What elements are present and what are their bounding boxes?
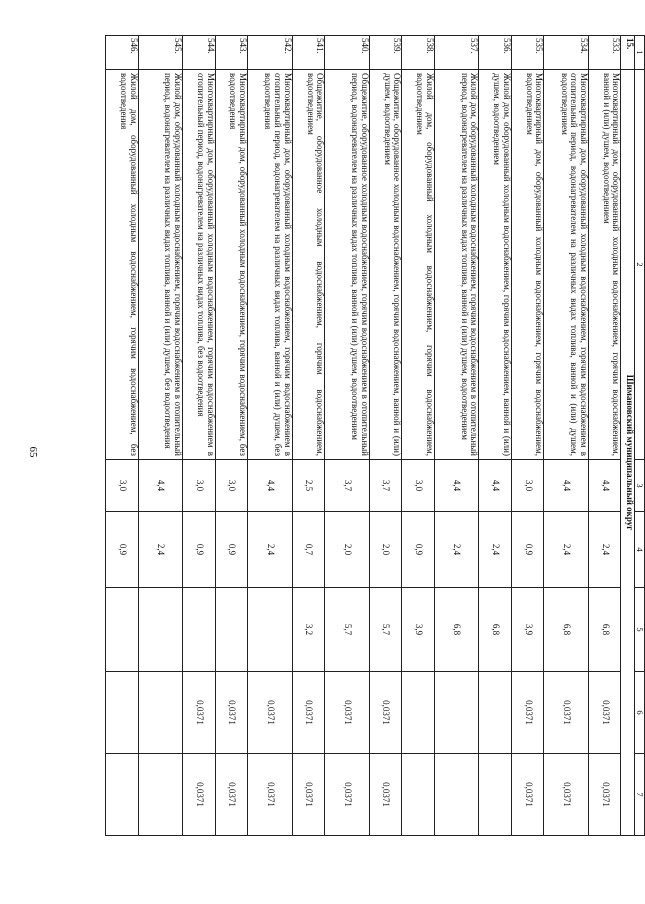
row-value-col5-cell: 6,8	[544, 588, 589, 672]
row-value-col4-cell: 2,4	[138, 512, 183, 588]
table-row	[544, 36, 589, 836]
column-header: 2	[634, 70, 644, 460]
row-description-cell: Жилой дом, оборудованный холодным водоснабжением, горячим водоснабжением в отопительный период, водонагревателем на различных видах топлива, ванной и (или) душем, без водоотведения	[138, 70, 183, 460]
table-row	[511, 36, 543, 836]
row-value-col5-cell: 3,9	[511, 588, 543, 672]
row-value-col6-cell	[106, 672, 139, 754]
row-value-col4-cell: 2,4	[479, 512, 511, 588]
row-value-col7-cell: 0,0371	[183, 754, 215, 836]
row-value-col5-cell	[248, 588, 293, 672]
row-description-cell: Многоквартирный дом, оборудованный холодным водоснабжением, горячим водоснабжением, ванной и (или) душем, водоотведением	[589, 70, 621, 460]
row-value-col5-cell: 6,8	[434, 588, 479, 672]
row-value-col6-cell	[479, 672, 511, 754]
row-value-col6-cell: 0,0371	[544, 672, 589, 754]
table-row	[325, 36, 370, 836]
row-value-col7-cell: 0,0371	[292, 754, 324, 836]
row-value-col4-cell: 0,9	[402, 512, 434, 588]
row-value-col7-cell: 0,0371	[369, 754, 401, 836]
row-value-col7-cell	[106, 754, 139, 836]
row-value-col6-cell: 0,0371	[215, 672, 247, 754]
row-index-cell: 533.	[589, 36, 621, 70]
row-description-cell: Общежитие, оборудованное холодным водоснабжением, горячим водоснабжением, ванной и (или) душем, водоотведением	[369, 70, 401, 460]
row-value-col4-cell: 0,9	[215, 512, 247, 588]
row-value-col4-cell: 2,4	[248, 512, 293, 588]
table-row	[138, 36, 183, 836]
row-index-cell: 536.	[479, 36, 511, 70]
row-value-col7-cell: 0,0371	[248, 754, 293, 836]
table-row	[434, 36, 479, 836]
row-value-col3-cell: 3,0	[511, 460, 543, 512]
row-value-col5-cell: 3,2	[292, 588, 324, 672]
row-value-col3-cell: 3,7	[325, 460, 370, 512]
column-header: 3	[634, 460, 644, 512]
row-description-cell: Жилой дом, оборудованный холодным водоснабжением, горячим водоснабжением в отопительный период, водонагревателем на различных видах топлива, ванной и (или) душем, водоотведением	[434, 70, 479, 460]
table-row	[215, 36, 247, 836]
row-value-col7-cell: 0,0371	[544, 754, 589, 836]
row-value-col7-cell: 0,0371	[325, 754, 370, 836]
group-row	[621, 36, 634, 836]
row-value-col7-cell: 0,0371	[215, 754, 247, 836]
row-value-col4-cell: 0,7	[292, 512, 324, 588]
row-value-col5-cell	[106, 588, 139, 672]
row-value-col5-cell: 5,7	[369, 588, 401, 672]
group-title: Шимановский муниципальный округ	[621, 70, 634, 836]
row-value-col5-cell: 3,9	[402, 588, 434, 672]
group-index: 15.	[621, 36, 634, 70]
row-value-col3-cell: 4,4	[434, 460, 479, 512]
row-index-cell: 545.	[138, 36, 183, 70]
row-description-cell: Многоквартирный дом, оборудованный холодным водоснабжением, горячим водоснабжением в отопительный период, водонагревателем на различных видах топлива, без водоотведения	[183, 70, 215, 460]
row-value-col5-cell	[183, 588, 215, 672]
row-value-col4-cell: 0,9	[511, 512, 543, 588]
row-index-cell: 542.	[248, 36, 293, 70]
row-value-col6-cell	[402, 672, 434, 754]
row-value-col4-cell: 0,9	[106, 512, 139, 588]
column-header: 5	[634, 588, 644, 672]
table-row	[183, 36, 215, 836]
norms-table	[105, 35, 645, 836]
row-value-col6-cell: 0,0371	[183, 672, 215, 754]
row-index-cell: 540.	[325, 36, 370, 70]
row-value-col6-cell: 0,0371	[369, 672, 401, 754]
row-value-col6-cell: 0,0371	[248, 672, 293, 754]
column-header: 6	[634, 672, 644, 754]
row-value-col3-cell: 2,5	[292, 460, 324, 512]
row-description-cell: Многоквартирный дом, оборудованный холодным водоснабжением, горячим водоснабжением в отопительный период, водонагревателем на различных видах топлива, ванной и (или) душем, водоотведением	[544, 70, 589, 460]
row-value-col4-cell: 0,9	[183, 512, 215, 588]
row-value-col3-cell: 3,7	[369, 460, 401, 512]
row-value-col4-cell: 2,0	[325, 512, 370, 588]
row-index-cell: 535.	[511, 36, 543, 70]
table-row	[479, 36, 511, 836]
row-value-col5-cell: 5,7	[325, 588, 370, 672]
row-value-col5-cell: 6,8	[479, 588, 511, 672]
row-value-col6-cell: 0,0371	[325, 672, 370, 754]
row-value-col6-cell: 0,0371	[511, 672, 543, 754]
row-description-cell: Общежитие, оборудованное холодным водоснабжением, горячим водоснабжением в отопительный период, водонагревателем на различных видах топлива, ванной и (или) душем, водоотведением	[325, 70, 370, 460]
table-row	[589, 36, 621, 836]
row-value-col3-cell: 3,0	[402, 460, 434, 512]
row-index-cell: 538.	[402, 36, 434, 70]
row-value-col6-cell	[138, 672, 183, 754]
row-value-col4-cell: 2,4	[434, 512, 479, 588]
row-description-cell: Общежитие, оборудованное холодным водоснабжением, горячим водоснабжением, водоотведением	[292, 70, 324, 460]
row-value-col5-cell	[138, 588, 183, 672]
row-value-col3-cell: 4,4	[479, 460, 511, 512]
row-value-col6-cell	[434, 672, 479, 754]
row-value-col3-cell: 4,4	[544, 460, 589, 512]
row-description-cell: Жилой дом, оборудованный холодным водоснабжением, горячим водоснабжением, без водоотведения	[106, 70, 139, 460]
row-index-cell: 546.	[106, 36, 139, 70]
row-value-col3-cell: 3,0	[215, 460, 247, 512]
row-description-cell: Многоквартирный дом, оборудованный холодным водоснабжением, горячим водоснабжением в отопительный период, водонагревателем на различных видах топлива, ванной и (или) душем, без водоотведения	[248, 70, 293, 460]
row-index-cell: 543.	[215, 36, 247, 70]
row-description-cell: Многоквартирный дом, оборудованный холодным водоснабжением, горячим водоснабжением, водоотведением	[511, 70, 543, 460]
table-row	[369, 36, 401, 836]
row-index-cell: 537.	[434, 36, 479, 70]
row-value-col5-cell: 6,8	[589, 588, 621, 672]
row-value-col6-cell: 0,0371	[589, 672, 621, 754]
table-row	[402, 36, 434, 836]
row-value-col7-cell	[434, 754, 479, 836]
norms-table-container	[105, 35, 645, 835]
row-value-col7-cell: 0,0371	[511, 754, 543, 836]
row-value-col7-cell	[138, 754, 183, 836]
row-value-col5-cell	[215, 588, 247, 672]
row-index-cell: 534.	[544, 36, 589, 70]
row-description-cell: Многоквартирный дом, оборудованный холодным водоснабжением, горячим водоснабжением, без водоотведения	[215, 70, 247, 460]
row-value-col3-cell: 3,0	[183, 460, 215, 512]
row-description-cell: Жилой дом, оборудованный холодным водоснабжением, горячим водоснабжением, водоотведением	[402, 70, 434, 460]
row-value-col3-cell: 4,4	[248, 460, 293, 512]
column-header: 7	[634, 754, 644, 836]
column-header: 4	[634, 512, 644, 588]
row-value-col4-cell: 2,4	[544, 512, 589, 588]
row-value-col3-cell: 3,0	[106, 460, 139, 512]
row-value-col3-cell: 4,4	[589, 460, 621, 512]
row-value-col7-cell	[402, 754, 434, 836]
column-header: 1	[634, 36, 644, 70]
row-value-col7-cell: 0,0371	[589, 754, 621, 836]
table-row	[248, 36, 293, 836]
page-number: 65	[27, 446, 39, 458]
row-value-col7-cell	[479, 754, 511, 836]
row-value-col4-cell: 2,4	[589, 512, 621, 588]
row-value-col3-cell: 4,4	[138, 460, 183, 512]
row-value-col6-cell: 0,0371	[292, 672, 324, 754]
row-value-col4-cell: 2,0	[369, 512, 401, 588]
row-index-cell: 544.	[183, 36, 215, 70]
row-description-cell: Жилой дом, оборудованный холодным водоснабжением, горячим водоснабжением, ванной и (или) душем, водоотведением	[479, 70, 511, 460]
table-row	[106, 36, 139, 836]
row-index-cell: 539.	[369, 36, 401, 70]
row-index-cell: 541.	[292, 36, 324, 70]
column-header-row	[634, 36, 644, 836]
table-row	[292, 36, 324, 836]
